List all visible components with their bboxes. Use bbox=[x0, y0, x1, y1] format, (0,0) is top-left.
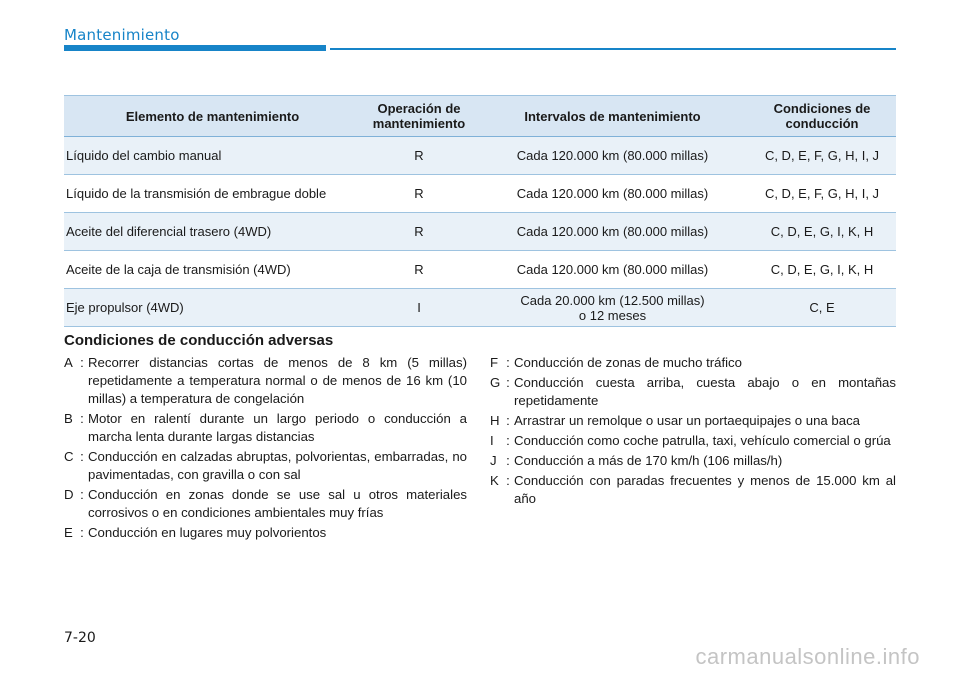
condition-key: A bbox=[64, 355, 73, 370]
condition-separator: : bbox=[506, 433, 510, 448]
condition-text: Conducción en lugares muy polvorientos bbox=[88, 525, 327, 540]
cell-item: Aceite de la caja de transmisión (4WD) bbox=[64, 251, 361, 289]
maintenance-table bbox=[64, 95, 896, 327]
condition-item bbox=[490, 452, 896, 470]
cell-interval: Cada 120.000 km (80.000 millas) bbox=[477, 137, 748, 175]
condition-item bbox=[490, 412, 896, 430]
table-row bbox=[64, 289, 896, 327]
header-conditions: Condiciones de conducción bbox=[748, 96, 896, 137]
cell-conditions: C, D, E, F, G, H, I, J bbox=[748, 137, 896, 175]
page-number: 7-20 bbox=[64, 630, 96, 646]
condition-item bbox=[490, 374, 896, 410]
table-header-row bbox=[64, 96, 896, 137]
condition-item bbox=[490, 432, 896, 450]
cell-conditions: C, D, E, G, I, K, H bbox=[748, 251, 896, 289]
condition-item bbox=[64, 410, 467, 446]
cell-operation: R bbox=[361, 251, 477, 289]
condition-separator: : bbox=[80, 355, 84, 370]
condition-separator: : bbox=[80, 525, 84, 540]
cell-item: Líquido del cambio manual bbox=[64, 137, 361, 175]
condition-key: K bbox=[490, 473, 499, 488]
condition-key: D bbox=[64, 487, 74, 502]
condition-key: E bbox=[64, 525, 73, 540]
condition-key: F bbox=[490, 355, 499, 370]
cell-conditions: C, E bbox=[748, 289, 896, 327]
condition-separator: : bbox=[80, 411, 84, 426]
header-rule-thick bbox=[64, 45, 326, 51]
condition-separator: : bbox=[506, 453, 510, 468]
cell-interval: Cada 120.000 km (80.000 millas) bbox=[477, 175, 748, 213]
condition-separator: : bbox=[506, 413, 510, 428]
condition-text: Arrastrar un remolque o usar un portaequipajes o una baca bbox=[514, 413, 861, 428]
condition-text: Conducción de zonas de mucho tráfico bbox=[514, 355, 742, 370]
condition-text: Conducción cuesta arriba, cuesta abajo o en montañas repetidamente bbox=[514, 375, 896, 408]
condition-text: Conducción en calzadas abruptas, polvorientas, embarradas, no pavimentadas, con gravilla o con sal bbox=[88, 449, 467, 482]
condition-key: H bbox=[490, 413, 500, 428]
condition-key: B bbox=[64, 411, 73, 426]
condition-separator: : bbox=[80, 487, 84, 502]
table-row bbox=[64, 251, 896, 289]
cell-operation: R bbox=[361, 213, 477, 251]
condition-separator: : bbox=[506, 355, 510, 370]
table-row bbox=[64, 175, 896, 213]
condition-key: I bbox=[490, 433, 494, 448]
condition-item bbox=[490, 354, 896, 372]
watermark: carmanualsonline.info bbox=[695, 644, 920, 669]
condition-key: C bbox=[64, 449, 74, 464]
condition-text: Conducción en zonas donde se use sal u otros materiales corrosivos o en condiciones ambientales muy frías bbox=[88, 487, 467, 520]
condition-text: Recorrer distancias cortas de menos de 8 km (5 millas) repetidamente a temperatura normal o de menos de 16 km (10 millas) a temperatura de congelación bbox=[88, 355, 467, 406]
cell-conditions: C, D, E, G, I, K, H bbox=[748, 213, 896, 251]
section-title: Mantenimiento bbox=[64, 26, 180, 44]
table-row bbox=[64, 137, 896, 175]
condition-text: Conducción con paradas frecuentes y menos de 15.000 km al año bbox=[514, 473, 896, 506]
cell-conditions: C, D, E, F, G, H, I, J bbox=[748, 175, 896, 213]
cell-operation: R bbox=[361, 137, 477, 175]
condition-item bbox=[490, 472, 896, 508]
header-interval: Intervalos de mantenimiento bbox=[477, 96, 748, 137]
condition-text: Conducción como coche patrulla, taxi, vehículo comercial o grúa bbox=[514, 433, 891, 448]
header-rule-thin bbox=[330, 48, 896, 50]
condition-separator: : bbox=[506, 375, 510, 390]
header-item: Elemento de mantenimiento bbox=[64, 96, 361, 137]
condition-item bbox=[64, 448, 467, 484]
condition-separator: : bbox=[80, 449, 84, 464]
conditions-list-right bbox=[490, 354, 896, 510]
condition-key: G bbox=[490, 375, 501, 390]
adverse-conditions-title: Condiciones de conducción adversas bbox=[64, 332, 334, 349]
cell-interval: Cada 120.000 km (80.000 millas) bbox=[477, 213, 748, 251]
cell-item: Líquido de la transmisión de embrague doble bbox=[64, 175, 361, 213]
cell-operation: R bbox=[361, 175, 477, 213]
cell-interval: Cada 120.000 km (80.000 millas) bbox=[477, 251, 748, 289]
header-operation: Operación de mantenimiento bbox=[361, 96, 477, 137]
condition-text: Motor en ralentí durante un largo periodo o conducción a marcha lenta durante largas distancias bbox=[88, 411, 467, 444]
condition-item bbox=[64, 354, 467, 408]
condition-text: Conducción a más de 170 km/h (106 millas/h) bbox=[514, 453, 783, 468]
condition-item bbox=[64, 486, 467, 522]
cell-interval: Cada 20.000 km (12.500 millas) o 12 meses bbox=[477, 289, 748, 327]
conditions-list-left bbox=[64, 354, 467, 544]
cell-item: Eje propulsor (4WD) bbox=[64, 289, 361, 327]
cell-operation: I bbox=[361, 289, 477, 327]
table-row bbox=[64, 213, 896, 251]
cell-item: Aceite del diferencial trasero (4WD) bbox=[64, 213, 361, 251]
condition-item bbox=[64, 524, 467, 542]
condition-key: J bbox=[490, 453, 497, 468]
condition-separator: : bbox=[506, 473, 510, 488]
